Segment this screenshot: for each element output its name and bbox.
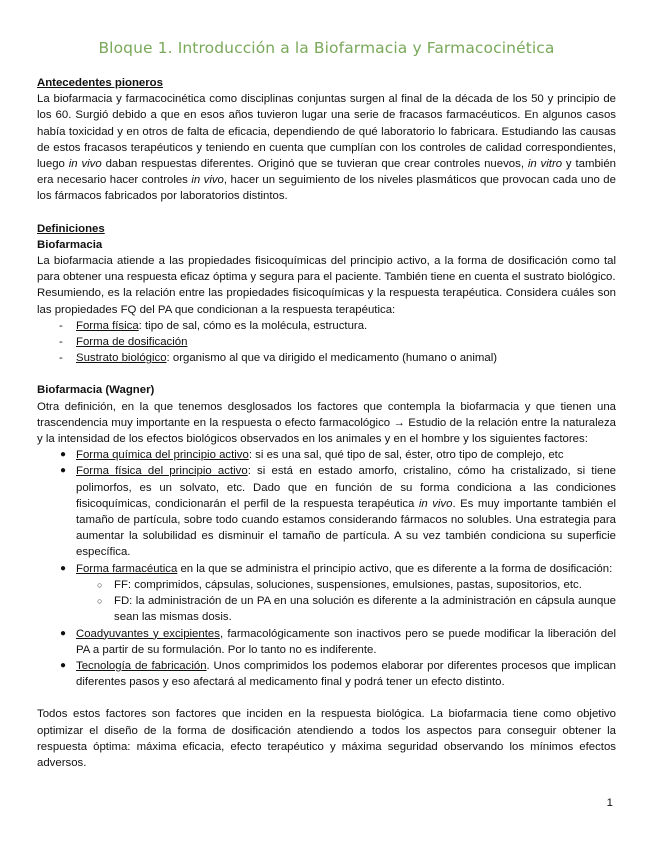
list-item: ● Forma física del principio activo: si está en estado amorfo, cristalino, cómo ha cristalizado, si tiene polimorfos, es un solvato, etc. Dado que en función de su forma condiciona a las condiciones fisicoquímicas, condicionarán el perfil de la respuesta terapéutica in vivo. Es muy importante también el tamaño de partícula, sobre todo cuando estamos considerando fármacos no solubles. Una estrategia para aumentar la solubilidad es disminuir el tamaño de partícula. A su vez también condiciona su superficie específica.	[60, 465, 617, 559]
list-item: ○ FF: comprimidos, cápsulas, soluciones, suspensiones, emulsiones, pastas, supositorios, etc.	[97, 578, 582, 591]
section-heading-antecedentes: Antecedentes pioneros	[37, 77, 163, 89]
list-item: - Forma de dosificación	[59, 336, 188, 349]
list-item: ● Forma farmacéutica en la que se administra el principio activo, que es diferente a la forma de dosificación: ○ FF: comprimidos, cápsulas, soluciones, suspensiones, emulsiones, pastas, supositorios, etc. ○ FD: la administración de un PA en una solución es diferente a la administración en cápsula aunque sean las mismas dosis.	[37, 561, 616, 626]
antecedentes-paragraph: La biofarmacia y farmacocinética como disciplinas conjuntas surgen al final de la década de los 50 y principio de los 60. Surgió debido a que en esos años tuvieron lugar una serie de fracasos farmacéuticos. En algunos casos había toxicidad y en otros de falta de eficacia, dependiendo de qué laboratorio lo fabricara. Estudiando las causas de estos fracasos terapéuticos y teniendo en cuenta que cumplían con los controles de calidad correspondientes, luego in vivo daban respuestas diferentes. Originó que se tuvieran que crear controles nuevos, in vitro y también era necesario hacer controles in vivo, hacer un seguimiento de los niveles plasmáticos que provocan cada uno de los fármacos fabricados por laboratorios distintos.	[37, 93, 616, 203]
subheading-wagner: Biofarmacia (Wagner)	[37, 384, 155, 397]
factors-bullet-list	[37, 447, 616, 690]
biofarmacia-paragraph: La biofarmacia atiende a las propiedades fisicoquímicas del principio activo, a la forma de dosificación como tal para obtener una respuesta eficaz óptima y segura para el paciente. También tiene en cuenta el sustrato biológico.	[37, 255, 616, 284]
closing-paragraph: Todos estos factores son factores que inciden en la respuesta biológica. La biofarmacia tiene como objetivo optimizar el diseño de la forma de dosificación atendiendo a todos los aspectos para conseguir obtener la respuesta óptima: máxima eficacia, efecto terapéutico y máxima seguridad observando los mínimos efectos adversos.	[37, 708, 616, 769]
list-item: ● Tecnología de fabricación. Unos comprimidos los podemos elaborar por diferentes procesos que implican diferentes pasos y eso afectará al medicamento final y podrá tener un efecto distinto.	[60, 659, 616, 689]
list-item: ● Forma química del principio activo: si es una sal, qué tipo de sal, éster, otro tipo de complejo, etc	[60, 449, 564, 462]
document-page	[37, 38, 616, 771]
document-title: Bloque 1. Introducción a la Biofarmacia y Farmacocinética	[98, 39, 555, 57]
list-item: ○ FD: la administración de un PA en una solución es diferente a la administración en cápsula aunque sean las mismas dosis.	[97, 595, 616, 624]
properties-dash-list	[37, 318, 616, 367]
page-number: 1	[606, 797, 613, 809]
subheading-biofarmacia: Biofarmacia	[37, 238, 103, 251]
list-item: ● Coadyuvantes y excipientes, farmacológicamente son inactivos pero se puede modificar la liberación del PA a partir de su formulación. Por lo tanto no es indiferente.	[60, 627, 616, 656]
ff-fd-sublist	[37, 577, 616, 626]
list-item: - Sustrato biológico: organismo al que va dirigido el medicamento (humano o animal)	[59, 352, 498, 365]
section-heading-definiciones: Definiciones	[37, 222, 105, 235]
wagner-paragraph: Otra definición, en la que tenemos desglosados los factores que contempla la biofarmacia y que tienen una trascendencia muy importante en la respuesta o efecto farmacológico → Estudio de la relación entre la naturaleza y la intensidad de los efectos biológicos observados en los animales y en el hombre y los siguientes factores:	[37, 400, 616, 446]
list-item: - Forma física: tipo de sal, cómo es la molécula, estructura.	[59, 319, 368, 332]
resumiendo-paragraph: Resumiendo, es la relación entre las propiedades fisicoquímicas y la respuesta terapéutica. Considera cuáles son las propiedades FQ del PA que condicionan a la respuesta terapéutica:	[37, 287, 616, 316]
